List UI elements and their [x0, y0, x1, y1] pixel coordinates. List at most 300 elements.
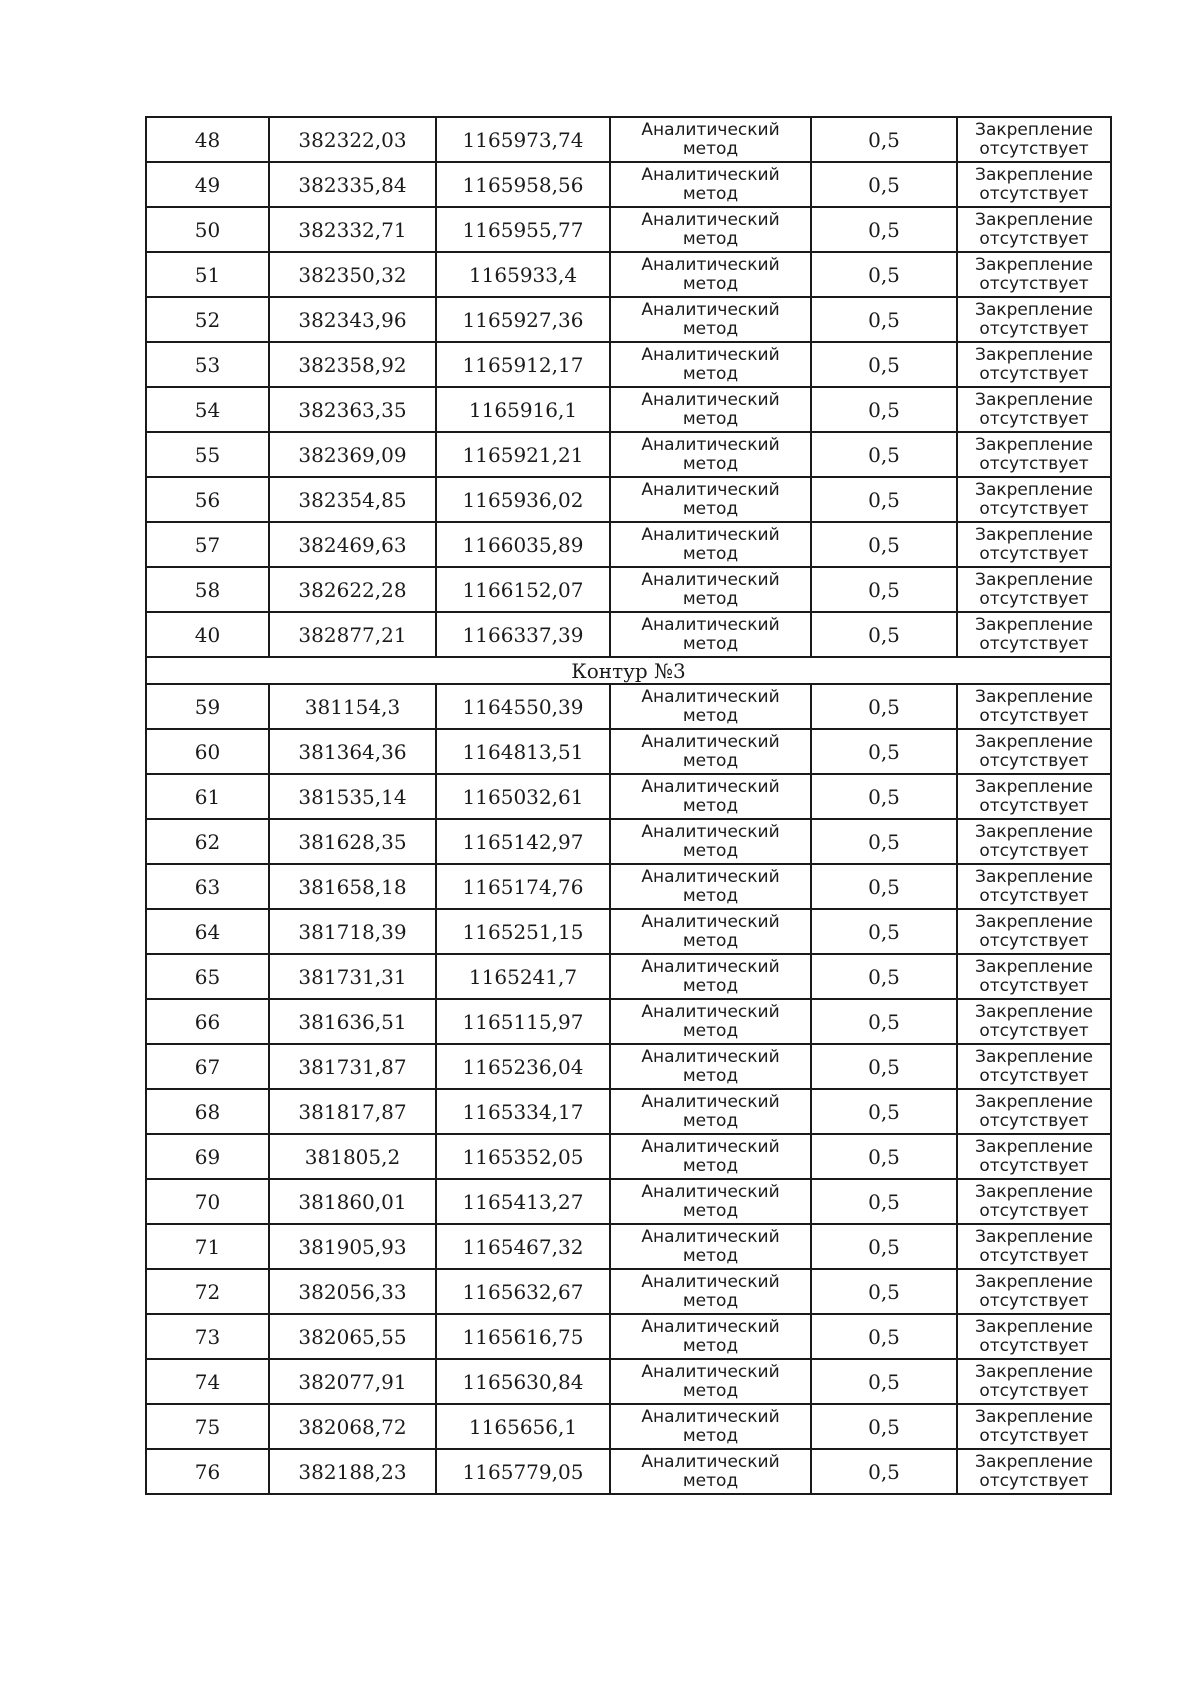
accuracy-cell: 0,5 [811, 342, 957, 387]
fixing-cell-line: Закрепление [975, 1361, 1093, 1382]
accuracy-cell: 0,5 [811, 1449, 957, 1494]
fixing-cell-line: Закрепление [975, 956, 1093, 977]
accuracy-cell: 0,5 [811, 252, 957, 297]
fixing-cell-line: отсутствует [979, 543, 1089, 564]
accuracy-cell: 0,5 [811, 1044, 957, 1089]
point-number-cell: 56 [146, 477, 269, 522]
accuracy-cell: 0,5 [811, 909, 957, 954]
fixing-cell [957, 1359, 1111, 1404]
y-coordinate-cell: 1165936,02 [436, 477, 610, 522]
method-cell-line: Аналитический [641, 731, 780, 752]
fixing-cell-line: отсутствует [979, 498, 1089, 519]
method-cell-line: метод [682, 183, 739, 204]
point-number-cell: 60 [146, 729, 269, 774]
fixing-cell-line: Закрепление [975, 911, 1093, 932]
method-cell-line: метод [682, 363, 739, 384]
fixing-cell [957, 1179, 1111, 1224]
fixing-cell [957, 342, 1111, 387]
section-title: Контур №3 [146, 657, 1111, 684]
fixing-cell-line: отсутствует [979, 840, 1089, 861]
fixing-cell [957, 477, 1111, 522]
fixing-cell-line: отсутствует [979, 1245, 1089, 1266]
table-row [146, 1179, 1111, 1224]
x-coordinate-cell: 381364,36 [269, 729, 436, 774]
method-cell-line: метод [682, 750, 739, 771]
x-coordinate-cell: 382369,09 [269, 432, 436, 477]
fixing-cell-line: Закрепление [975, 1451, 1093, 1472]
fixing-cell-line: Закрепление [975, 1046, 1093, 1067]
accuracy-cell: 0,5 [811, 567, 957, 612]
method-cell-line: Аналитический [641, 956, 780, 977]
fixing-cell-line: отсутствует [979, 318, 1089, 339]
fixing-cell [957, 954, 1111, 999]
point-number-cell: 49 [146, 162, 269, 207]
coordinates-table [145, 116, 1112, 1495]
accuracy-cell: 0,5 [811, 1179, 957, 1224]
x-coordinate-cell: 382065,55 [269, 1314, 436, 1359]
method-cell-line: Аналитический [641, 524, 780, 545]
fixing-cell-line: отсутствует [979, 930, 1089, 951]
method-cell-line: метод [682, 228, 739, 249]
table-row [146, 297, 1111, 342]
accuracy-cell: 0,5 [811, 612, 957, 657]
method-cell [610, 1314, 811, 1359]
method-cell [610, 1134, 811, 1179]
method-cell-line: Аналитический [641, 1181, 780, 1202]
y-coordinate-cell: 1165912,17 [436, 342, 610, 387]
accuracy-cell: 0,5 [811, 774, 957, 819]
fixing-cell-line: Закрепление [975, 614, 1093, 635]
y-coordinate-cell: 1166337,39 [436, 612, 610, 657]
x-coordinate-cell: 381658,18 [269, 864, 436, 909]
accuracy-cell: 0,5 [811, 1134, 957, 1179]
fixing-cell [957, 1224, 1111, 1269]
method-cell-line: Аналитический [641, 299, 780, 320]
fixing-cell-line: отсутствует [979, 1200, 1089, 1221]
x-coordinate-cell: 382335,84 [269, 162, 436, 207]
fixing-cell-line: Закрепление [975, 866, 1093, 887]
x-coordinate-cell: 381731,87 [269, 1044, 436, 1089]
point-number-cell: 52 [146, 297, 269, 342]
point-number-cell: 48 [146, 117, 269, 162]
method-cell-line: метод [682, 1110, 739, 1131]
fixing-cell-line: отсутствует [979, 228, 1089, 249]
y-coordinate-cell: 1165115,97 [436, 999, 610, 1044]
x-coordinate-cell: 382343,96 [269, 297, 436, 342]
method-cell [610, 1179, 811, 1224]
fixing-cell [957, 1089, 1111, 1134]
fixing-cell [957, 522, 1111, 567]
table-row [146, 117, 1111, 162]
fixing-cell-line: Закрепление [975, 299, 1093, 320]
y-coordinate-cell: 1165958,56 [436, 162, 610, 207]
method-cell [610, 477, 811, 522]
fixing-cell-line: отсутствует [979, 183, 1089, 204]
table-row [146, 207, 1111, 252]
method-cell-line: Аналитический [641, 1136, 780, 1157]
method-cell-line: метод [682, 453, 739, 474]
fixing-cell-line: Закрепление [975, 434, 1093, 455]
fixing-cell-line: Закрепление [975, 479, 1093, 500]
method-cell-line: Аналитический [641, 434, 780, 455]
method-cell [610, 1449, 811, 1494]
method-cell [610, 342, 811, 387]
fixing-cell-line: Закрепление [975, 821, 1093, 842]
method-cell-line: Аналитический [641, 1451, 780, 1472]
fixing-cell-line: Закрепление [975, 1406, 1093, 1427]
method-cell-line: Аналитический [641, 1316, 780, 1337]
fixing-cell-line: Закрепление [975, 1136, 1093, 1157]
accuracy-cell: 0,5 [811, 162, 957, 207]
method-cell [610, 567, 811, 612]
fixing-cell-line: Закрепление [975, 209, 1093, 230]
point-number-cell: 72 [146, 1269, 269, 1314]
table-row [146, 864, 1111, 909]
point-number-cell: 63 [146, 864, 269, 909]
method-cell [610, 909, 811, 954]
point-number-cell: 53 [146, 342, 269, 387]
accuracy-cell: 0,5 [811, 1224, 957, 1269]
fixing-cell-line: отсутствует [979, 1470, 1089, 1491]
method-cell [610, 1404, 811, 1449]
table-row [146, 999, 1111, 1044]
y-coordinate-cell: 1165352,05 [436, 1134, 610, 1179]
x-coordinate-cell: 381860,01 [269, 1179, 436, 1224]
x-coordinate-cell: 382350,32 [269, 252, 436, 297]
point-number-cell: 66 [146, 999, 269, 1044]
accuracy-cell: 0,5 [811, 387, 957, 432]
x-coordinate-cell: 382056,33 [269, 1269, 436, 1314]
method-cell-line: Аналитический [641, 1406, 780, 1427]
fixing-cell [957, 999, 1111, 1044]
y-coordinate-cell: 1165921,21 [436, 432, 610, 477]
table-row [146, 1404, 1111, 1449]
method-cell-line: метод [682, 1065, 739, 1086]
table-row [146, 387, 1111, 432]
method-cell-line: Аналитический [641, 686, 780, 707]
table-row [146, 477, 1111, 522]
accuracy-cell: 0,5 [811, 1089, 957, 1134]
table-row [146, 774, 1111, 819]
fixing-cell [957, 117, 1111, 162]
method-cell [610, 252, 811, 297]
method-cell-line: Аналитический [641, 1361, 780, 1382]
accuracy-cell: 0,5 [811, 522, 957, 567]
fixing-cell [957, 1404, 1111, 1449]
point-number-cell: 69 [146, 1134, 269, 1179]
method-cell-line: метод [682, 1200, 739, 1221]
accuracy-cell: 0,5 [811, 1314, 957, 1359]
method-cell-line: Аналитический [641, 164, 780, 185]
table-row [146, 954, 1111, 999]
fixing-cell-line: отсутствует [979, 1335, 1089, 1356]
y-coordinate-cell: 1165032,61 [436, 774, 610, 819]
x-coordinate-cell: 382622,28 [269, 567, 436, 612]
fixing-cell-line: отсутствует [979, 1290, 1089, 1311]
point-number-cell: 71 [146, 1224, 269, 1269]
y-coordinate-cell: 1165142,97 [436, 819, 610, 864]
accuracy-cell: 0,5 [811, 207, 957, 252]
fixing-cell [957, 387, 1111, 432]
table-row [146, 729, 1111, 774]
y-coordinate-cell: 1166152,07 [436, 567, 610, 612]
fixing-cell-line: отсутствует [979, 1425, 1089, 1446]
table-row [146, 612, 1111, 657]
accuracy-cell: 0,5 [811, 1404, 957, 1449]
fixing-cell [957, 297, 1111, 342]
table-body-before [146, 117, 1111, 657]
x-coordinate-cell: 382077,91 [269, 1359, 436, 1404]
accuracy-cell: 0,5 [811, 819, 957, 864]
method-cell-line: метод [682, 588, 739, 609]
x-coordinate-cell: 382363,35 [269, 387, 436, 432]
method-cell-line: метод [682, 1335, 739, 1356]
fixing-cell-line: отсутствует [979, 750, 1089, 771]
fixing-cell-line: отсутствует [979, 1020, 1089, 1041]
y-coordinate-cell: 1165251,15 [436, 909, 610, 954]
fixing-cell-line: Закрепление [975, 1181, 1093, 1202]
fixing-cell-line: отсутствует [979, 1380, 1089, 1401]
fixing-cell [957, 909, 1111, 954]
method-cell-line: Аналитический [641, 821, 780, 842]
fixing-cell [957, 432, 1111, 477]
method-cell [610, 954, 811, 999]
x-coordinate-cell: 381718,39 [269, 909, 436, 954]
x-coordinate-cell: 382068,72 [269, 1404, 436, 1449]
table-row [146, 1089, 1111, 1134]
accuracy-cell: 0,5 [811, 432, 957, 477]
point-number-cell: 50 [146, 207, 269, 252]
y-coordinate-cell: 1165632,67 [436, 1269, 610, 1314]
method-cell-line: метод [682, 138, 739, 159]
x-coordinate-cell: 381731,31 [269, 954, 436, 999]
fixing-cell-line: Закрепление [975, 389, 1093, 410]
y-coordinate-cell: 1165413,27 [436, 1179, 610, 1224]
table-row [146, 342, 1111, 387]
table-row [146, 522, 1111, 567]
method-cell-line: метод [682, 1290, 739, 1311]
fixing-cell-line: отсутствует [979, 633, 1089, 654]
fixing-cell [957, 1044, 1111, 1089]
method-cell-line: метод [682, 498, 739, 519]
fixing-cell-line: отсутствует [979, 273, 1089, 294]
method-cell-line: метод [682, 930, 739, 951]
x-coordinate-cell: 382358,92 [269, 342, 436, 387]
x-coordinate-cell: 382322,03 [269, 117, 436, 162]
method-cell [610, 297, 811, 342]
method-cell [610, 522, 811, 567]
method-cell-line: метод [682, 273, 739, 294]
method-cell [610, 612, 811, 657]
fixing-cell-line: Закрепление [975, 686, 1093, 707]
method-cell-line: Аналитический [641, 866, 780, 887]
x-coordinate-cell: 382469,63 [269, 522, 436, 567]
point-number-cell: 40 [146, 612, 269, 657]
method-cell [610, 774, 811, 819]
method-cell-line: метод [682, 1155, 739, 1176]
method-cell-line: Аналитический [641, 389, 780, 410]
fixing-cell-line: отсутствует [979, 1155, 1089, 1176]
fixing-cell-line: отсутствует [979, 408, 1089, 429]
method-cell-line: Аналитический [641, 1226, 780, 1247]
fixing-cell-line: отсутствует [979, 1110, 1089, 1131]
fixing-cell-line: Закрепление [975, 254, 1093, 275]
point-number-cell: 62 [146, 819, 269, 864]
accuracy-cell: 0,5 [811, 297, 957, 342]
method-cell-line: метод [682, 543, 739, 564]
point-number-cell: 65 [146, 954, 269, 999]
method-cell-line: Аналитический [641, 1046, 780, 1067]
method-cell-line: Аналитический [641, 479, 780, 500]
x-coordinate-cell: 381154,3 [269, 684, 436, 729]
fixing-cell-line: Закрепление [975, 1226, 1093, 1247]
fixing-cell-line: Закрепление [975, 344, 1093, 365]
y-coordinate-cell: 1165927,36 [436, 297, 610, 342]
method-cell [610, 162, 811, 207]
method-cell-line: Аналитический [641, 209, 780, 230]
table-row [146, 684, 1111, 729]
table-row [146, 1359, 1111, 1404]
fixing-cell-line: отсутствует [979, 363, 1089, 384]
table-row [146, 1044, 1111, 1089]
y-coordinate-cell: 1165174,76 [436, 864, 610, 909]
y-coordinate-cell: 1165933,4 [436, 252, 610, 297]
point-number-cell: 64 [146, 909, 269, 954]
table-row [146, 819, 1111, 864]
method-cell-line: метод [682, 795, 739, 816]
fixing-cell-line: отсутствует [979, 705, 1089, 726]
fixing-cell-line: Закрепление [975, 1316, 1093, 1337]
x-coordinate-cell: 382877,21 [269, 612, 436, 657]
y-coordinate-cell: 1165467,32 [436, 1224, 610, 1269]
fixing-cell-line: отсутствует [979, 1065, 1089, 1086]
method-cell-line: Аналитический [641, 1271, 780, 1292]
point-number-cell: 74 [146, 1359, 269, 1404]
method-cell-line: метод [682, 408, 739, 429]
method-cell-line: Аналитический [641, 614, 780, 635]
method-cell-line: Аналитический [641, 344, 780, 365]
method-cell-line: Аналитический [641, 1091, 780, 1112]
fixing-cell [957, 252, 1111, 297]
fixing-cell-line: Закрепление [975, 164, 1093, 185]
fixing-cell [957, 567, 1111, 612]
fixing-cell [957, 207, 1111, 252]
accuracy-cell: 0,5 [811, 999, 957, 1044]
fixing-cell-line: Закрепление [975, 776, 1093, 797]
y-coordinate-cell: 1165916,1 [436, 387, 610, 432]
y-coordinate-cell: 1164550,39 [436, 684, 610, 729]
method-cell-line: метод [682, 318, 739, 339]
fixing-cell [957, 864, 1111, 909]
method-cell-line: метод [682, 1425, 739, 1446]
y-coordinate-cell: 1165630,84 [436, 1359, 610, 1404]
x-coordinate-cell: 381805,2 [269, 1134, 436, 1179]
accuracy-cell: 0,5 [811, 954, 957, 999]
fixing-cell-line: отсутствует [979, 588, 1089, 609]
accuracy-cell: 0,5 [811, 729, 957, 774]
fixing-cell [957, 612, 1111, 657]
method-cell [610, 1359, 811, 1404]
method-cell-line: метод [682, 1020, 739, 1041]
x-coordinate-cell: 381817,87 [269, 1089, 436, 1134]
point-number-cell: 67 [146, 1044, 269, 1089]
section-header [146, 657, 1111, 684]
y-coordinate-cell: 1165616,75 [436, 1314, 610, 1359]
method-cell [610, 432, 811, 477]
point-number-cell: 57 [146, 522, 269, 567]
y-coordinate-cell: 1165236,04 [436, 1044, 610, 1089]
fixing-cell-line: Закрепление [975, 1271, 1093, 1292]
method-cell-line: метод [682, 1470, 739, 1491]
y-coordinate-cell: 1166035,89 [436, 522, 610, 567]
fixing-cell-line: отсутствует [979, 795, 1089, 816]
method-cell-line: метод [682, 975, 739, 996]
fixing-cell-line: Закрепление [975, 119, 1093, 140]
method-cell-line: метод [682, 633, 739, 654]
fixing-cell [957, 774, 1111, 819]
accuracy-cell: 0,5 [811, 864, 957, 909]
point-number-cell: 55 [146, 432, 269, 477]
method-cell-line: Аналитический [641, 911, 780, 932]
fixing-cell [957, 819, 1111, 864]
method-cell [610, 387, 811, 432]
y-coordinate-cell: 1165779,05 [436, 1449, 610, 1494]
method-cell [610, 117, 811, 162]
table-row [146, 567, 1111, 612]
method-cell-line: метод [682, 1380, 739, 1401]
point-number-cell: 76 [146, 1449, 269, 1494]
fixing-cell [957, 684, 1111, 729]
method-cell [610, 819, 811, 864]
y-coordinate-cell: 1165656,1 [436, 1404, 610, 1449]
method-cell-line: Аналитический [641, 1001, 780, 1022]
table-row [146, 252, 1111, 297]
method-cell-line: Аналитический [641, 119, 780, 140]
x-coordinate-cell: 381535,14 [269, 774, 436, 819]
method-cell-line: Аналитический [641, 569, 780, 590]
y-coordinate-cell: 1165973,74 [436, 117, 610, 162]
method-cell-line: метод [682, 1245, 739, 1266]
fixing-cell-line: Закрепление [975, 1001, 1093, 1022]
method-cell-line: метод [682, 705, 739, 726]
x-coordinate-cell: 382332,71 [269, 207, 436, 252]
table-row [146, 909, 1111, 954]
method-cell [610, 1044, 811, 1089]
fixing-cell-line: отсутствует [979, 138, 1089, 159]
method-cell-line: Аналитический [641, 776, 780, 797]
y-coordinate-cell: 1164813,51 [436, 729, 610, 774]
x-coordinate-cell: 382354,85 [269, 477, 436, 522]
fixing-cell-line: Закрепление [975, 1091, 1093, 1112]
method-cell [610, 207, 811, 252]
method-cell [610, 684, 811, 729]
point-number-cell: 51 [146, 252, 269, 297]
method-cell-line: Аналитический [641, 254, 780, 275]
table-row [146, 1269, 1111, 1314]
accuracy-cell: 0,5 [811, 684, 957, 729]
fixing-cell [957, 1314, 1111, 1359]
fixing-cell [957, 1269, 1111, 1314]
point-number-cell: 58 [146, 567, 269, 612]
point-number-cell: 61 [146, 774, 269, 819]
method-cell [610, 999, 811, 1044]
method-cell-line: метод [682, 840, 739, 861]
accuracy-cell: 0,5 [811, 477, 957, 522]
fixing-cell-line: отсутствует [979, 975, 1089, 996]
method-cell [610, 1269, 811, 1314]
point-number-cell: 59 [146, 684, 269, 729]
x-coordinate-cell: 381636,51 [269, 999, 436, 1044]
